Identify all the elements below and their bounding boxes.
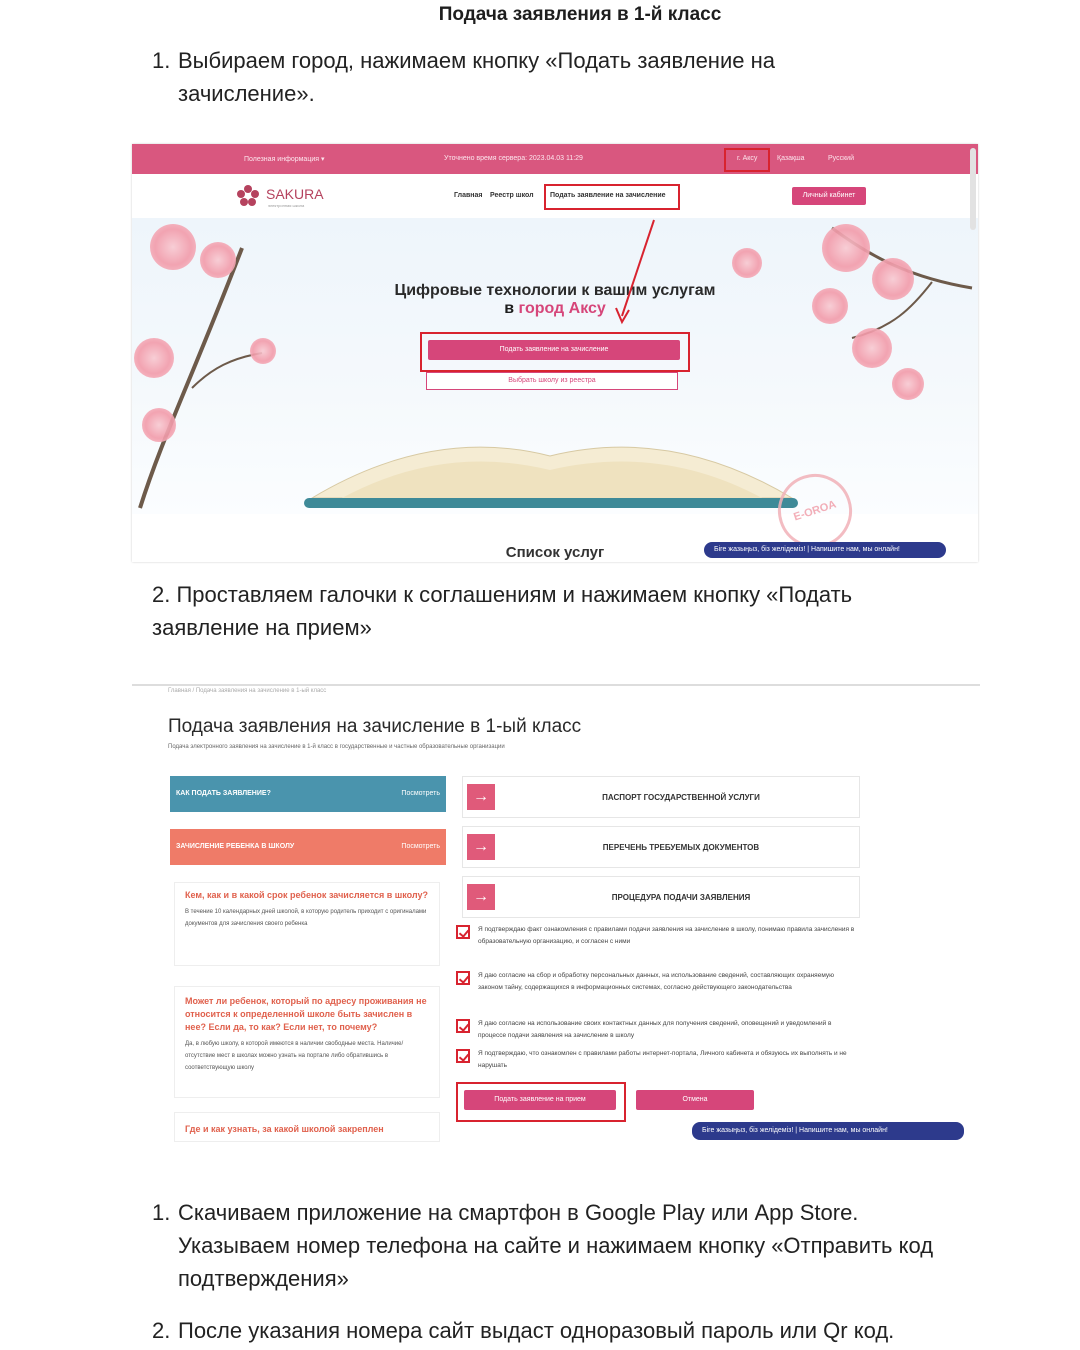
flower-icon <box>852 328 892 368</box>
faq-item[interactable] <box>174 882 440 966</box>
agreement-row <box>458 1018 858 1042</box>
enrollment-card[interactable] <box>170 829 446 865</box>
cancel-button[interactable]: Отмена <box>636 1090 754 1110</box>
faq-item[interactable] <box>174 1112 440 1142</box>
logo-name: SAKURA <box>266 186 324 202</box>
hero-city: город Аксу <box>518 300 606 317</box>
cabinet-button[interactable]: Личный кабинет <box>792 187 866 205</box>
faq-answer: В течение 10 календарных дней школой, в которую родитель приходит с оригиналами документов для зачисления своего ребенка <box>185 909 427 927</box>
hero-prefix: в <box>504 300 519 317</box>
page-subtitle: Подача электронного заявления на зачисление в 1-й класс в государственные и частные образовательные организации <box>168 744 505 750</box>
faq-item[interactable] <box>174 986 440 1098</box>
services-heading: Список услуг <box>505 544 605 561</box>
hero-subtitle <box>132 300 978 318</box>
nav-registry[interactable]: Реестр школ <box>490 192 534 199</box>
breadcrumb[interactable]: Главная / Подача заявления на зачисление в 1-ый класс <box>168 688 327 694</box>
site-topbar <box>132 144 978 174</box>
step-1-text <box>152 44 775 110</box>
page-title: Подача заявления на зачисление в 1-ый класс <box>168 716 582 737</box>
step-2-text <box>152 578 852 644</box>
select-school-button[interactable]: Выбрать школу из реестра <box>426 372 678 390</box>
step-line: зачисление». <box>178 81 315 106</box>
arrow-right-icon: → <box>467 784 495 810</box>
service-procedure-link[interactable] <box>462 876 860 918</box>
flower-icon <box>892 368 924 400</box>
flower-icon <box>200 242 236 278</box>
step-line: Скачиваем приложение на смартфон в Google Play или App Store. <box>178 1200 859 1225</box>
step-number: 2. <box>152 582 171 607</box>
step-number: 1. <box>152 48 171 73</box>
agreement-row <box>458 924 858 948</box>
city-highlight <box>724 148 770 172</box>
step-3-text <box>152 1196 933 1295</box>
logo-subtitle: электронная школа <box>268 203 305 208</box>
flower-icon <box>134 338 174 378</box>
agreement-checkbox[interactable] <box>456 925 470 939</box>
agreement-checkbox[interactable] <box>456 1019 470 1033</box>
lang-russian[interactable]: Русский <box>828 155 854 162</box>
service-label: ПЕРЕЧЕНЬ ТРЕБУЕМЫХ ДОКУМЕНТОВ <box>602 842 760 852</box>
agreement-checkbox[interactable] <box>456 1049 470 1063</box>
hero-apply-button[interactable]: Подать заявление на зачисление <box>428 340 680 360</box>
lang-kazakh[interactable]: Қазақша <box>777 155 805 162</box>
agreement-checkbox[interactable] <box>456 971 470 985</box>
agreement-text: Я подтверждаю факт ознакомления с правилами подачи заявления на зачисление в школу, понимаю правила зачисления в образовательную организацию, и согласен с ними <box>478 926 855 945</box>
chat-widget[interactable]: Біге жазыңыз, біз желідеміз! | Напишите нам, мы онлайн! <box>692 1122 964 1140</box>
stamp-logo: E-OROA <box>768 464 861 557</box>
step-number: 1. <box>152 1200 171 1225</box>
faq-question: Может ли ребенок, который по адресу проживания не относится к определенной школе быть зачислен в нее? Если да, то как? Если нет, то почему? <box>185 996 427 1032</box>
sakura-logo-icon <box>236 184 260 208</box>
card-label: ЗАЧИСЛЕНИЕ РЕБЕНКА В ШКОЛУ <box>176 843 295 850</box>
step-line: подтверждения» <box>178 1266 349 1291</box>
agreement-row <box>458 1048 858 1072</box>
card-link[interactable]: Посмотреть <box>401 790 440 797</box>
flower-icon <box>150 224 196 270</box>
step-line: Проставляем галочки к соглашениям и нажимаем кнопку «Подать <box>176 582 853 607</box>
step-4-text <box>152 1314 894 1347</box>
screenshot-application-form <box>132 684 980 1148</box>
agreement-text: Я подтверждаю, что ознакомлен с правилами работы интернет-портала, Личного кабинета и обязуюсь их выполнять и не нарушать <box>478 1050 847 1069</box>
agreement-text: Я даю согласие на сбор и обработку персональных данных, на использование сведений, составляющих охраняемую законом тайну, содержащихся в информационных системах, согласно действующего законодательства <box>478 972 834 991</box>
submit-application-button[interactable]: Подать заявление на прием <box>464 1090 616 1110</box>
nav-apply[interactable]: Подать заявление на зачисление <box>550 192 666 199</box>
chat-widget[interactable]: Біге жазыңыз, біз желідеміз! | Напишите нам, мы онлайн! <box>704 542 946 558</box>
scrollbar[interactable] <box>970 148 976 230</box>
screenshot-homepage <box>132 144 978 562</box>
card-link[interactable]: Посмотреть <box>401 843 440 850</box>
faq-answer: Да, в любую школу, в которой имеются в наличии свободные места. Наличие/отсутствие мест в школах можно узнать на портале либо обратившись в соответствующую школу <box>185 1041 404 1071</box>
flower-icon <box>822 224 870 272</box>
hero-section <box>132 218 978 514</box>
site-navbar <box>132 174 978 218</box>
nav-apply-highlight <box>544 184 680 210</box>
flower-icon <box>142 408 176 442</box>
server-time: Уточнено время сервера: 2023.04.03 11:29 <box>444 155 583 162</box>
red-arrow <box>612 218 672 328</box>
service-documents-link[interactable] <box>462 826 860 868</box>
document-title: Подача заявления в 1-й класс <box>438 4 722 25</box>
agreement-row <box>458 970 858 994</box>
service-label: ПРОЦЕДУРА ПОДАЧИ ЗАЯВЛЕНИЯ <box>611 892 751 902</box>
how-to-apply-card[interactable] <box>170 776 446 812</box>
card-label: КАК ПОДАТЬ ЗАЯВЛЕНИЕ? <box>176 790 271 797</box>
flower-icon <box>250 338 276 364</box>
step-line: Выбираем город, нажимаем кнопку «Подать заявление на <box>178 48 775 73</box>
useful-info-menu[interactable]: Полезная информация ▾ <box>244 156 325 163</box>
step-line: После указания номера сайт выдаст одноразовый пароль или Qr код. <box>178 1318 895 1343</box>
service-label: ПАСПОРТ ГОСУДАРСТВЕННОЙ УСЛУГИ <box>602 792 760 802</box>
arrow-right-icon: → <box>467 834 495 860</box>
agreement-text: Я даю согласие на использование своих контактных данных для получения сведений, оповещений и уведомлений в процессе подачи заявления на зачисление в школу <box>478 1020 832 1039</box>
nav-home[interactable]: Главная <box>454 192 483 199</box>
city-selector[interactable]: г. Аксу <box>737 155 758 162</box>
faq-question: Где и как узнать, за какой школой закреплен <box>185 1124 384 1134</box>
step-number: 2. <box>152 1318 171 1343</box>
service-passport-link[interactable] <box>462 776 860 818</box>
hero-title: Цифровые технологии к вашим услугам <box>394 282 716 299</box>
step-line: Указываем номер телефона на сайте и нажимаем кнопку «Отправить код <box>178 1233 934 1258</box>
arrow-right-icon: → <box>467 884 495 910</box>
open-book-illustration <box>302 386 802 514</box>
step-line: заявление на прием» <box>152 615 372 640</box>
faq-question: Кем, как и в какой срок ребенок зачисляется в школу? <box>185 890 429 900</box>
flower-icon <box>732 248 762 278</box>
